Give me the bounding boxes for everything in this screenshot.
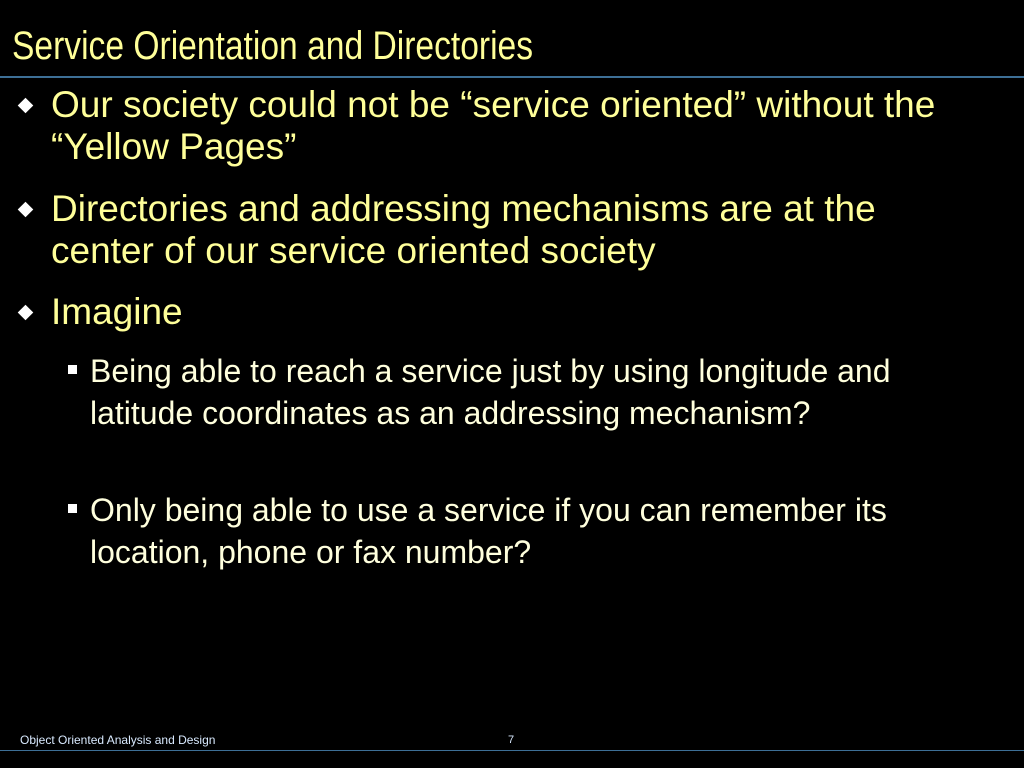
bullet-text: Directories and addressing mechanisms are at the center of our service oriented society bbox=[51, 188, 876, 271]
title-divider bbox=[0, 76, 1024, 78]
sub-bullet-item bbox=[90, 350, 970, 434]
footer-divider bbox=[0, 750, 1024, 751]
square-bullet-icon bbox=[68, 504, 77, 513]
diamond-bullet-icon bbox=[18, 202, 34, 218]
sub-bullet-text: Being able to reach a service just by using longitude and latitude coordinates as an addressing mechanism? bbox=[90, 353, 891, 431]
sub-bullet-item bbox=[90, 489, 970, 573]
footer-course-title: Object Oriented Analysis and Design bbox=[20, 733, 216, 747]
bullet-text: Our society could not be “service oriented” without the “Yellow Pages” bbox=[51, 84, 936, 167]
diamond-bullet-icon bbox=[18, 98, 34, 114]
slide-title: Service Orientation and Directories bbox=[12, 24, 534, 68]
bullet-item bbox=[51, 291, 981, 333]
sub-bullet-text: Only being able to use a service if you can remember its location, phone or fax number? bbox=[90, 492, 887, 570]
footer-page-number: 7 bbox=[508, 734, 515, 746]
bullet-text: Imagine bbox=[51, 291, 183, 332]
diamond-bullet-icon bbox=[18, 305, 34, 321]
bullet-item bbox=[51, 188, 981, 272]
square-bullet-icon bbox=[68, 365, 77, 374]
bullet-item bbox=[51, 84, 981, 168]
